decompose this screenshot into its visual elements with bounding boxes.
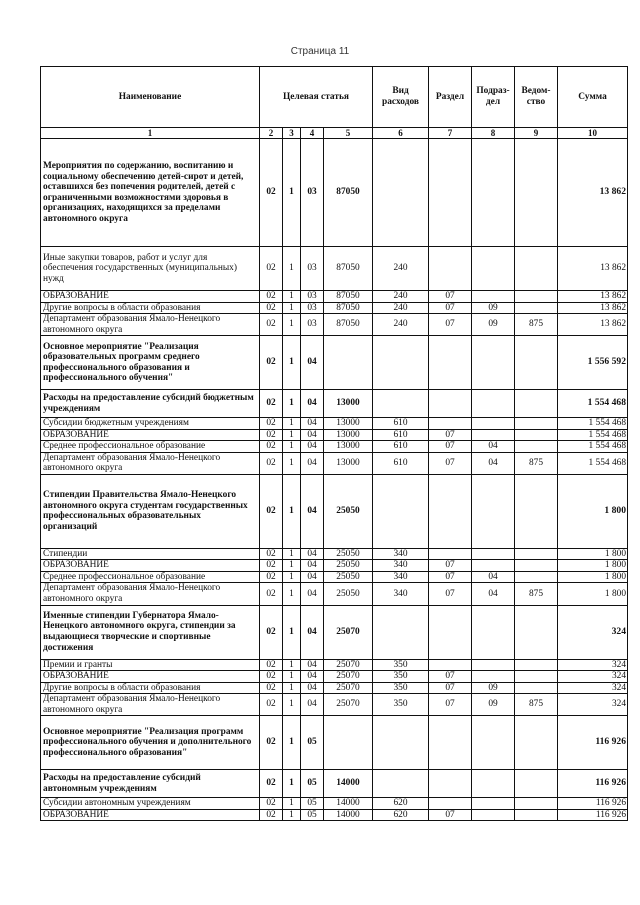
target-code-3: 04 <box>301 571 324 583</box>
subsection-code <box>472 716 515 770</box>
department-code <box>515 682 558 694</box>
target-code-4: 13000 <box>324 452 373 474</box>
target-code-2: 1 <box>283 390 301 418</box>
subsection-code: 09 <box>472 302 515 314</box>
row-name: Департамент образования Ямало-Ненецкого автономного округа <box>41 583 260 605</box>
table-row <box>41 247 628 291</box>
target-code-3: 04 <box>301 605 324 659</box>
table-row <box>41 291 628 303</box>
amount: 1 556 592 <box>558 336 628 390</box>
row-name: Субсидии бюджетным учреждениям <box>41 418 260 430</box>
subsection-code <box>472 605 515 659</box>
target-code-4: 14000 <box>324 770 373 798</box>
subsection-code <box>472 798 515 810</box>
department-code <box>515 671 558 683</box>
subsection-code: 04 <box>472 583 515 605</box>
row-name: ОБРАЗОВАНИЕ <box>41 560 260 572</box>
target-code-3: 04 <box>301 452 324 474</box>
department-code: 875 <box>515 452 558 474</box>
header-amount: Сумма <box>558 67 628 128</box>
section-code <box>429 716 472 770</box>
target-code-1: 02 <box>260 429 283 441</box>
row-name: ОБРАЗОВАНИЕ <box>41 429 260 441</box>
target-code-1: 02 <box>260 605 283 659</box>
table-header-row <box>41 67 628 128</box>
target-code-2: 1 <box>283 571 301 583</box>
row-name: Департамент образования Ямало-Ненецкого автономного округа <box>41 314 260 336</box>
row-name: Субсидии автономным учреждениям <box>41 798 260 810</box>
target-code-3: 05 <box>301 809 324 821</box>
row-name: ОБРАЗОВАНИЕ <box>41 291 260 303</box>
section-code: 07 <box>429 809 472 821</box>
target-code-2: 1 <box>283 671 301 683</box>
target-code-4: 25050 <box>324 571 373 583</box>
amount: 324 <box>558 659 628 671</box>
col-number: 7 <box>429 128 472 139</box>
target-code-1: 02 <box>260 302 283 314</box>
target-code-2: 1 <box>283 694 301 716</box>
target-code-1: 02 <box>260 798 283 810</box>
target-code-4: 25050 <box>324 548 373 560</box>
amount: 116 926 <box>558 798 628 810</box>
col-number: 4 <box>301 128 324 139</box>
row-name: Стипендии Правительства Ямало-Ненецкого автономного округа студентам государственных профессиональных образовательных организаций <box>41 474 260 548</box>
section-code <box>429 659 472 671</box>
table-row <box>41 139 628 247</box>
expense-type: 240 <box>373 247 429 291</box>
table-row <box>41 694 628 716</box>
col-number: 3 <box>283 128 301 139</box>
row-name: Именные стипендии Губернатора Ямало-Ненецкого автономного округа, стипендии за выдающиеся творческие и спортивные достижения <box>41 605 260 659</box>
subsection-code <box>472 336 515 390</box>
section-code: 07 <box>429 441 472 453</box>
target-code-1: 02 <box>260 336 283 390</box>
row-name: ОБРАЗОВАНИЕ <box>41 809 260 821</box>
subsection-code <box>472 418 515 430</box>
subsection-code: 09 <box>472 314 515 336</box>
department-code <box>515 770 558 798</box>
target-code-1: 02 <box>260 560 283 572</box>
header-department: Ведом-ство <box>515 67 558 128</box>
target-code-1: 02 <box>260 694 283 716</box>
target-code-3: 03 <box>301 139 324 247</box>
expense-type: 350 <box>373 694 429 716</box>
expense-type <box>373 474 429 548</box>
target-code-3: 04 <box>301 682 324 694</box>
row-name: Другие вопросы в области образования <box>41 302 260 314</box>
table-row <box>41 798 628 810</box>
amount: 1 554 468 <box>558 429 628 441</box>
table-row <box>41 571 628 583</box>
table-row <box>41 682 628 694</box>
amount: 324 <box>558 682 628 694</box>
target-code-1: 02 <box>260 770 283 798</box>
table-row <box>41 809 628 821</box>
section-code: 07 <box>429 452 472 474</box>
target-code-4: 25070 <box>324 605 373 659</box>
amount: 1 554 468 <box>558 452 628 474</box>
target-code-2: 1 <box>283 139 301 247</box>
target-code-3: 04 <box>301 659 324 671</box>
target-code-1: 02 <box>260 583 283 605</box>
amount: 1 554 468 <box>558 418 628 430</box>
department-code <box>515 548 558 560</box>
subsection-code: 09 <box>472 694 515 716</box>
amount: 13 862 <box>558 302 628 314</box>
target-code-4: 13000 <box>324 418 373 430</box>
section-code <box>429 548 472 560</box>
subsection-code <box>472 429 515 441</box>
target-code-3: 04 <box>301 441 324 453</box>
target-code-3: 03 <box>301 314 324 336</box>
target-code-1: 02 <box>260 474 283 548</box>
department-code <box>515 809 558 821</box>
section-code: 07 <box>429 429 472 441</box>
target-code-2: 1 <box>283 247 301 291</box>
header-name: Наименование <box>41 67 260 128</box>
department-code <box>515 390 558 418</box>
target-code-3: 04 <box>301 429 324 441</box>
target-code-3: 04 <box>301 418 324 430</box>
department-code: 875 <box>515 314 558 336</box>
expense-type <box>373 336 429 390</box>
expense-type: 340 <box>373 560 429 572</box>
target-code-4: 87050 <box>324 291 373 303</box>
table-row <box>41 716 628 770</box>
target-code-2: 1 <box>283 302 301 314</box>
target-code-4: 25050 <box>324 560 373 572</box>
target-code-2: 1 <box>283 418 301 430</box>
subsection-code <box>472 809 515 821</box>
target-code-4: 25070 <box>324 659 373 671</box>
target-code-2: 1 <box>283 291 301 303</box>
header-section: Раздел <box>429 67 472 128</box>
section-code: 07 <box>429 694 472 716</box>
amount: 1 800 <box>558 548 628 560</box>
table-row <box>41 418 628 430</box>
subsection-code <box>472 247 515 291</box>
subsection-code <box>472 770 515 798</box>
section-code <box>429 770 472 798</box>
section-code: 07 <box>429 671 472 683</box>
table-row <box>41 429 628 441</box>
expense-type: 620 <box>373 809 429 821</box>
target-code-3: 03 <box>301 302 324 314</box>
department-code <box>515 605 558 659</box>
row-name: Среднее профессиональное образование <box>41 571 260 583</box>
expense-type <box>373 390 429 418</box>
expense-type: 340 <box>373 571 429 583</box>
expense-type <box>373 770 429 798</box>
col-number: 8 <box>472 128 515 139</box>
target-code-1: 02 <box>260 139 283 247</box>
section-code: 07 <box>429 314 472 336</box>
target-code-3: 04 <box>301 474 324 548</box>
table-row <box>41 770 628 798</box>
target-code-1: 02 <box>260 441 283 453</box>
expense-type: 610 <box>373 418 429 430</box>
expense-type: 240 <box>373 314 429 336</box>
target-code-4 <box>324 336 373 390</box>
target-code-4 <box>324 716 373 770</box>
target-code-3: 04 <box>301 390 324 418</box>
target-code-2: 1 <box>283 716 301 770</box>
target-code-2: 1 <box>283 314 301 336</box>
target-code-2: 1 <box>283 583 301 605</box>
section-code: 07 <box>429 571 472 583</box>
department-code <box>515 716 558 770</box>
col-number: 5 <box>324 128 373 139</box>
table-row <box>41 583 628 605</box>
department-code <box>515 474 558 548</box>
subsection-code: 04 <box>472 571 515 583</box>
department-code <box>515 441 558 453</box>
amount: 1 800 <box>558 571 628 583</box>
amount: 1 800 <box>558 560 628 572</box>
col-number: 2 <box>260 128 283 139</box>
header-target-article: Целевая статья <box>260 67 373 128</box>
section-code: 07 <box>429 291 472 303</box>
expense-type: 620 <box>373 798 429 810</box>
row-name: Расходы на предоставление субсидий автономным учреждениям <box>41 770 260 798</box>
target-code-2: 1 <box>283 441 301 453</box>
section-code: 07 <box>429 583 472 605</box>
table-row <box>41 671 628 683</box>
subsection-code: 04 <box>472 441 515 453</box>
department-code <box>515 659 558 671</box>
expense-type: 350 <box>373 671 429 683</box>
amount: 324 <box>558 605 628 659</box>
amount: 116 926 <box>558 770 628 798</box>
target-code-2: 1 <box>283 336 301 390</box>
expense-type: 340 <box>373 583 429 605</box>
subsection-code <box>472 671 515 683</box>
row-name: Департамент образования Ямало-Ненецкого автономного округа <box>41 694 260 716</box>
target-code-3: 04 <box>301 583 324 605</box>
section-code: 07 <box>429 560 472 572</box>
target-code-3: 04 <box>301 671 324 683</box>
row-name: Департамент образования Ямало-Ненецкого автономного округа <box>41 452 260 474</box>
target-code-1: 02 <box>260 247 283 291</box>
target-code-2: 1 <box>283 452 301 474</box>
target-code-1: 02 <box>260 671 283 683</box>
target-code-4: 87050 <box>324 302 373 314</box>
section-code <box>429 336 472 390</box>
target-code-3: 04 <box>301 336 324 390</box>
row-name: ОБРАЗОВАНИЕ <box>41 671 260 683</box>
section-code <box>429 474 472 548</box>
expense-type: 610 <box>373 429 429 441</box>
target-code-4: 13000 <box>324 429 373 441</box>
subsection-code: 09 <box>472 682 515 694</box>
target-code-4: 87050 <box>324 314 373 336</box>
subsection-code <box>472 548 515 560</box>
section-code <box>429 605 472 659</box>
header-subsection: Подраз-дел <box>472 67 515 128</box>
department-code <box>515 429 558 441</box>
col-number: 1 <box>41 128 260 139</box>
table-row <box>41 474 628 548</box>
department-code <box>515 336 558 390</box>
target-code-4: 13000 <box>324 441 373 453</box>
amount: 13 862 <box>558 139 628 247</box>
subsection-code <box>472 474 515 548</box>
target-code-1: 02 <box>260 291 283 303</box>
expense-type: 350 <box>373 659 429 671</box>
department-code <box>515 560 558 572</box>
target-code-4: 25070 <box>324 671 373 683</box>
target-code-3: 03 <box>301 291 324 303</box>
column-number-row <box>41 128 628 139</box>
target-code-4: 25070 <box>324 694 373 716</box>
department-code <box>515 302 558 314</box>
amount: 13 862 <box>558 291 628 303</box>
target-code-2: 1 <box>283 548 301 560</box>
budget-table <box>40 66 628 821</box>
amount: 1 554 468 <box>558 441 628 453</box>
expense-type <box>373 605 429 659</box>
amount: 324 <box>558 694 628 716</box>
row-name: Другие вопросы в области образования <box>41 682 260 694</box>
target-code-2: 1 <box>283 798 301 810</box>
col-number: 6 <box>373 128 429 139</box>
amount: 324 <box>558 671 628 683</box>
target-code-1: 02 <box>260 390 283 418</box>
table-row <box>41 314 628 336</box>
target-code-3: 05 <box>301 798 324 810</box>
expense-type: 240 <box>373 291 429 303</box>
target-code-2: 1 <box>283 770 301 798</box>
department-code <box>515 139 558 247</box>
amount: 1 554 468 <box>558 390 628 418</box>
expense-type: 350 <box>373 682 429 694</box>
target-code-3: 03 <box>301 247 324 291</box>
department-code: 875 <box>515 694 558 716</box>
expense-type: 610 <box>373 452 429 474</box>
subsection-code <box>472 560 515 572</box>
target-code-2: 1 <box>283 659 301 671</box>
target-code-4: 25050 <box>324 474 373 548</box>
target-code-4: 87050 <box>324 139 373 247</box>
department-code <box>515 418 558 430</box>
section-code <box>429 139 472 247</box>
table-row <box>41 441 628 453</box>
amount: 116 926 <box>558 809 628 821</box>
amount: 1 800 <box>558 474 628 548</box>
subsection-code <box>472 139 515 247</box>
section-code <box>429 390 472 418</box>
col-number: 9 <box>515 128 558 139</box>
department-code <box>515 291 558 303</box>
target-code-1: 02 <box>260 418 283 430</box>
target-code-2: 1 <box>283 605 301 659</box>
target-code-1: 02 <box>260 716 283 770</box>
col-number: 10 <box>558 128 628 139</box>
target-code-3: 04 <box>301 560 324 572</box>
target-code-1: 02 <box>260 548 283 560</box>
section-code: 07 <box>429 302 472 314</box>
amount: 13 862 <box>558 247 628 291</box>
section-code <box>429 798 472 810</box>
target-code-2: 1 <box>283 560 301 572</box>
row-name: Стипендии <box>41 548 260 560</box>
target-code-3: 04 <box>301 548 324 560</box>
target-code-1: 02 <box>260 809 283 821</box>
subsection-code: 04 <box>472 452 515 474</box>
subsection-code <box>472 659 515 671</box>
expense-type <box>373 716 429 770</box>
row-name: Мероприятия по содержанию, воспитанию и социальному обеспечению детей-сирот и детей, оставшихся без попечения родителей, детей с ограниченными возможностями здоровья в организациях, находящихся за пределами автономного округа <box>41 139 260 247</box>
table-row <box>41 336 628 390</box>
target-code-4: 25070 <box>324 682 373 694</box>
target-code-2: 1 <box>283 474 301 548</box>
target-code-4: 14000 <box>324 798 373 810</box>
amount: 116 926 <box>558 716 628 770</box>
target-code-1: 02 <box>260 659 283 671</box>
row-name: Среднее профессиональное образование <box>41 441 260 453</box>
department-code <box>515 798 558 810</box>
section-code: 07 <box>429 682 472 694</box>
target-code-2: 1 <box>283 682 301 694</box>
row-name: Основное мероприятие "Реализация образовательных программ среднего профессионального образования и профессионального обучения" <box>41 336 260 390</box>
target-code-4: 87050 <box>324 247 373 291</box>
table-row <box>41 302 628 314</box>
subsection-code <box>472 390 515 418</box>
department-code: 875 <box>515 583 558 605</box>
amount: 1 800 <box>558 583 628 605</box>
target-code-4: 13000 <box>324 390 373 418</box>
table-row <box>41 548 628 560</box>
page-number: Страница 11 <box>290 46 350 57</box>
target-code-4: 14000 <box>324 809 373 821</box>
table-row <box>41 605 628 659</box>
header-expense-type: Вид расходов <box>373 67 429 128</box>
amount: 13 862 <box>558 314 628 336</box>
table-row <box>41 390 628 418</box>
target-code-4: 25050 <box>324 583 373 605</box>
target-code-1: 02 <box>260 314 283 336</box>
target-code-3: 05 <box>301 716 324 770</box>
expense-type: 340 <box>373 548 429 560</box>
section-code <box>429 247 472 291</box>
expense-type <box>373 139 429 247</box>
target-code-1: 02 <box>260 682 283 694</box>
section-code <box>429 418 472 430</box>
table-row <box>41 659 628 671</box>
department-code <box>515 571 558 583</box>
target-code-3: 05 <box>301 770 324 798</box>
subsection-code <box>472 291 515 303</box>
row-name: Премии и гранты <box>41 659 260 671</box>
table-row <box>41 560 628 572</box>
expense-type: 240 <box>373 302 429 314</box>
table-row <box>41 452 628 474</box>
expense-type: 610 <box>373 441 429 453</box>
row-name: Расходы на предоставление субсидий бюджетным учреждениям <box>41 390 260 418</box>
target-code-2: 1 <box>283 429 301 441</box>
target-code-1: 02 <box>260 571 283 583</box>
row-name: Основное мероприятие "Реализация программ профессионального обучения и дополнительного профессионального образования" <box>41 716 260 770</box>
target-code-2: 1 <box>283 809 301 821</box>
target-code-1: 02 <box>260 452 283 474</box>
target-code-3: 04 <box>301 694 324 716</box>
row-name: Иные закупки товаров, работ и услуг для обеспечения государственных (муниципальных) нужд <box>41 247 260 291</box>
department-code <box>515 247 558 291</box>
